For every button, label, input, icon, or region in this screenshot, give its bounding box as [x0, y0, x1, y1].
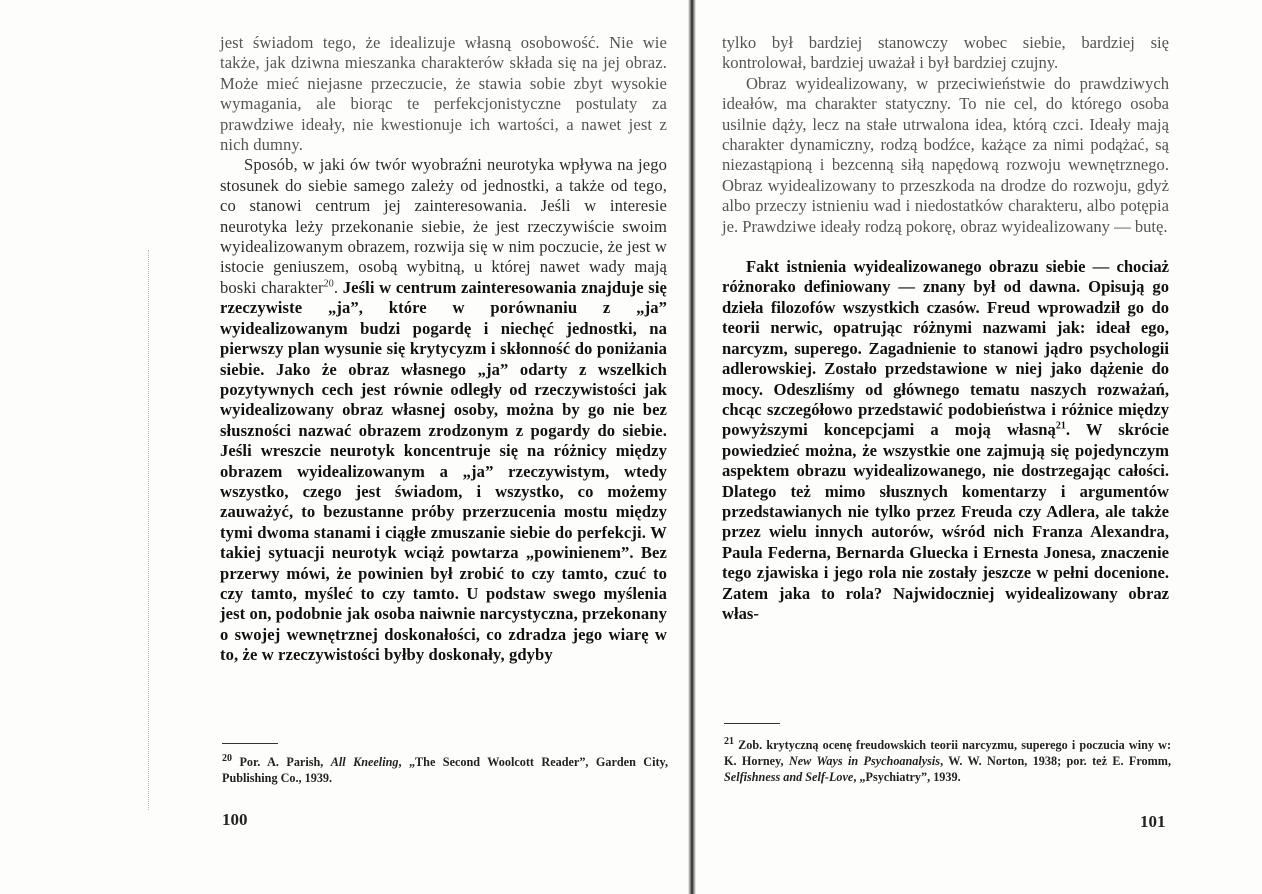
footnote-mark: 21: [724, 735, 734, 747]
paragraph: Sposób, w jaki ów twór wyobraźni neurotyka wpływa na jego stosunek do siebie samego zależy od jednostki, a także od tego, co stanowi centrum jej zainteresowania. Jeśli w interesie neurotyka leży przekonanie siebie, że jest rzeczywiście swoim wyidealizowanym obrazem, rozwija się w nim poczucie, że jest w istocie geniuszem, osobą wybitną, u której nawet wady mają boski charakter$^{20}$. Jeśli w centrum zainteresowania znajduje się rzeczywiste „ja”, które w porównaniu z „ja” wyidealizowanym budzi pogardę i niechęć jednostki, na pierwszy plan wysunie się krytycyzm i skłonność do poniżania siebie. Jako że obraz własnego „ja” odarty z wszelkich pozytywnych cech jest równie odległy od rzeczywistości jak wyidealizowany obraz własnej osoby, można by go nie bez słuszności nazwać obrazem zrodzonym z pogardy do siebie. Jeśli wreszcie neurotyk koncentruje się na różnicy między obrazem wyidealizowanym a „ja” rzeczywistym, wtedy wszystko, czego jest świadom, i wszystko, co możemy zauważyć, to bezustanne próby przerzucenia mostu między tymi dwoma stanami i ciągłe zmuszanie siebie do perfekcji. W takiej sytuacji neurotyk wciąż powtarza „powinienem”. Bez przerwy mówi, że powinien był zrobić to czy tamto, czuć to czy tamto, myśleć to czy tamto. U podstaw swego myślenia jest on, podobnie jak osoba naiwnie narcystyczna, przekonany o swojej wewnętrznej doskonałości, co zdradza jego wiarę w to, że w rzeczywistości byłby doskonały, gdyby: [220, 155, 667, 665]
right-page-column: [722, 33, 1169, 624]
footnote-text: Zob. krytyczną ocenę freudowskich teorii narcyzmu, superego i poczucia winy w: K. Horney,: [724, 738, 1172, 768]
footnote-21: [724, 737, 1171, 785]
page-edge-marks: [148, 250, 151, 810]
paragraph-text: Sposób, w jaki ów twór wyobraźni neurotyka wpływa na jego stosunek do siebie samego zależy od jednostki, a także od tego, co stanowi centrum jej zainteresowania. Jeśli w interesie neurotyka leży przekonanie siebie, że jest rzeczywiście swoim wyidealizowanym obrazem, rozwija się w nim poczucie, że jest w istocie geniuszem, osobą wybitną, u której nawet wady mają boski charakter: [220, 155, 667, 297]
footnote-text: , W. W. Norton, 1938; por. też E. Fromm,: [940, 754, 1172, 768]
footnote-title: All Kneeling: [330, 755, 399, 769]
paragraph-text: Jeśli w centrum zainteresowania znajduje się rzeczywiste „ja”, które w porównaniu z „ja” wyidealizowanym budzi pogardę i niechęć jednostki, na pierwszy plan wysunie się krytycyzm i skłonność do poniżania siebie. Jako że obraz własnego „ja” odarty z wszelkich pozytywnych cech jest równie odległy od rzeczywistości jak wyidealizowany obraz własnej osoby, można by go nie bez słuszności nazwać obrazem zrodzonym z pogardy do siebie. Jeśli wreszcie neurotyk koncentruje się na różnicy między obrazem wyidealizowanym a „ja” rzeczywistym, wtedy wszystko, czego jest świadom, i wszystko, co możemy zauważyć, to bezustanne próby przerzucenia mostu między tymi dwoma stanami i ciągłe zmuszanie siebie do perfekcji. W takiej sytuacji neurotyk wciąż powtarza „powinienem”. Bez przerwy mówi, że powinien był zrobić to czy tamto, czuć to czy tamto, myśleć to czy tamto. U podstaw swego myślenia jest on, podobnie jak osoba naiwnie narcystyczna, przekonany o swojej wewnętrznej doskonałości, co zdradza jego wiarę w to, że w rzeczywistości byłby doskonały, gdyby: [220, 277, 667, 665]
page-number-right: 101: [1140, 812, 1166, 831]
footnote-title: New Ways in Psychoanalysis: [788, 754, 941, 768]
left-page-body: [220, 33, 667, 666]
footnote-rule: [724, 723, 780, 724]
paragraph-text: Fakt istnienia wyidealizowanego obrazu siebie — chociaż różnorako definiowany — znany był od dawna. Opisują go dzieła filozofów wszystkich czasów. Freud wprowadził go do teorii nerwic, opatrując różnymi nazwami jak: ideał ego, narcyzm, superego. Zagadnienie to stanowi jądro psychologii adlerowskiej. Zostało przedstawione w niej jako dążenie do mocy. Odeszliśmy od głównego tematu naszych rozważań, chcąc szczegółowo przedstawić podobieństwa i różnice między powyższymi koncepcjami a moją własną: [722, 257, 1169, 440]
footnote-mark: 20: [222, 752, 232, 764]
page-number-left: 100: [222, 810, 248, 829]
footnote-20: [222, 754, 668, 786]
paragraph: jest świadom tego, że idealizuje własną osobowość. Nie wie także, jak dziwna mieszanka charakterów składa się na jej obraz. Może mieć niejasne przeczucie, że stawia sobie zbyt wysokie wymagania, ale biorąc te perfekcjonistyczne postulaty za prawdziwe ideały, nie kwestionuje ich wartości, a nawet jest z nich dumny.: [220, 33, 667, 155]
footnote-text: Por. A. Parish,: [239, 755, 331, 769]
book-gutter: [688, 0, 696, 894]
footnote-rule: [222, 743, 278, 744]
footnote-text: , „Psychiatry”, 1939.: [853, 770, 961, 784]
footnote-reference: 21: [1055, 420, 1066, 432]
footnote-title: Selfishness and Self-Love: [724, 770, 854, 784]
footnote-text-rest: , „The Second Woolcott Reader”, Garden City, Publishing Co., 1939.: [222, 755, 668, 785]
paragraph-continued: tylko był bardziej stanowczy wobec siebie, bardziej się kontrolował, bardziej uważał i był bardziej czujny.: [722, 33, 1169, 73]
paragraph-text-rest: . W skrócie powiedzieć można, że wszystkie one zajmują się pojedynczym aspektem obrazu wyidealizowanego, nie dostrzegając całości. Dlatego też mimo słusznych komentarzy i argumentów przedstawianych nie tylko przez Freuda czy Adlera, ale także przez wielu innych autorów, wśród nich Franza Alexandra, Paula Federna, Bernarda Gluecka i Ernesta Jonesa, znaczenie tego zjawiska i jego rola nie zostały jeszcze w pełni docenione. Zatem jaka to rola? Najwidoczniej wyidealizowany obraz włas-: [722, 420, 1169, 623]
footnote-reference: 20: [323, 278, 334, 290]
paragraph: [722, 257, 1169, 624]
paragraph: Obraz wyidealizowany, w przeciwieństwie do prawdziwych ideałów, ma charakter statyczny. To nie cel, do którego osoba usilnie dąży, lecz na stałe utrwalona idea, którą czci. Ideały mają charakter dynamiczny, rodzą bodźce, każące za nimi podążać, są niezastąpioną i bezcenną siłą napędową rozwoju wewnętrznego. Obraz wyidealizowany to przeszkoda na drodze do rozwoju, gdyż albo przeczy istnieniu wad i niedostatków charakteru, albo potępia je. Prawdziwe ideały rodzą pokorę, obraz wyidealizowany — butę.: [722, 73, 1169, 236]
